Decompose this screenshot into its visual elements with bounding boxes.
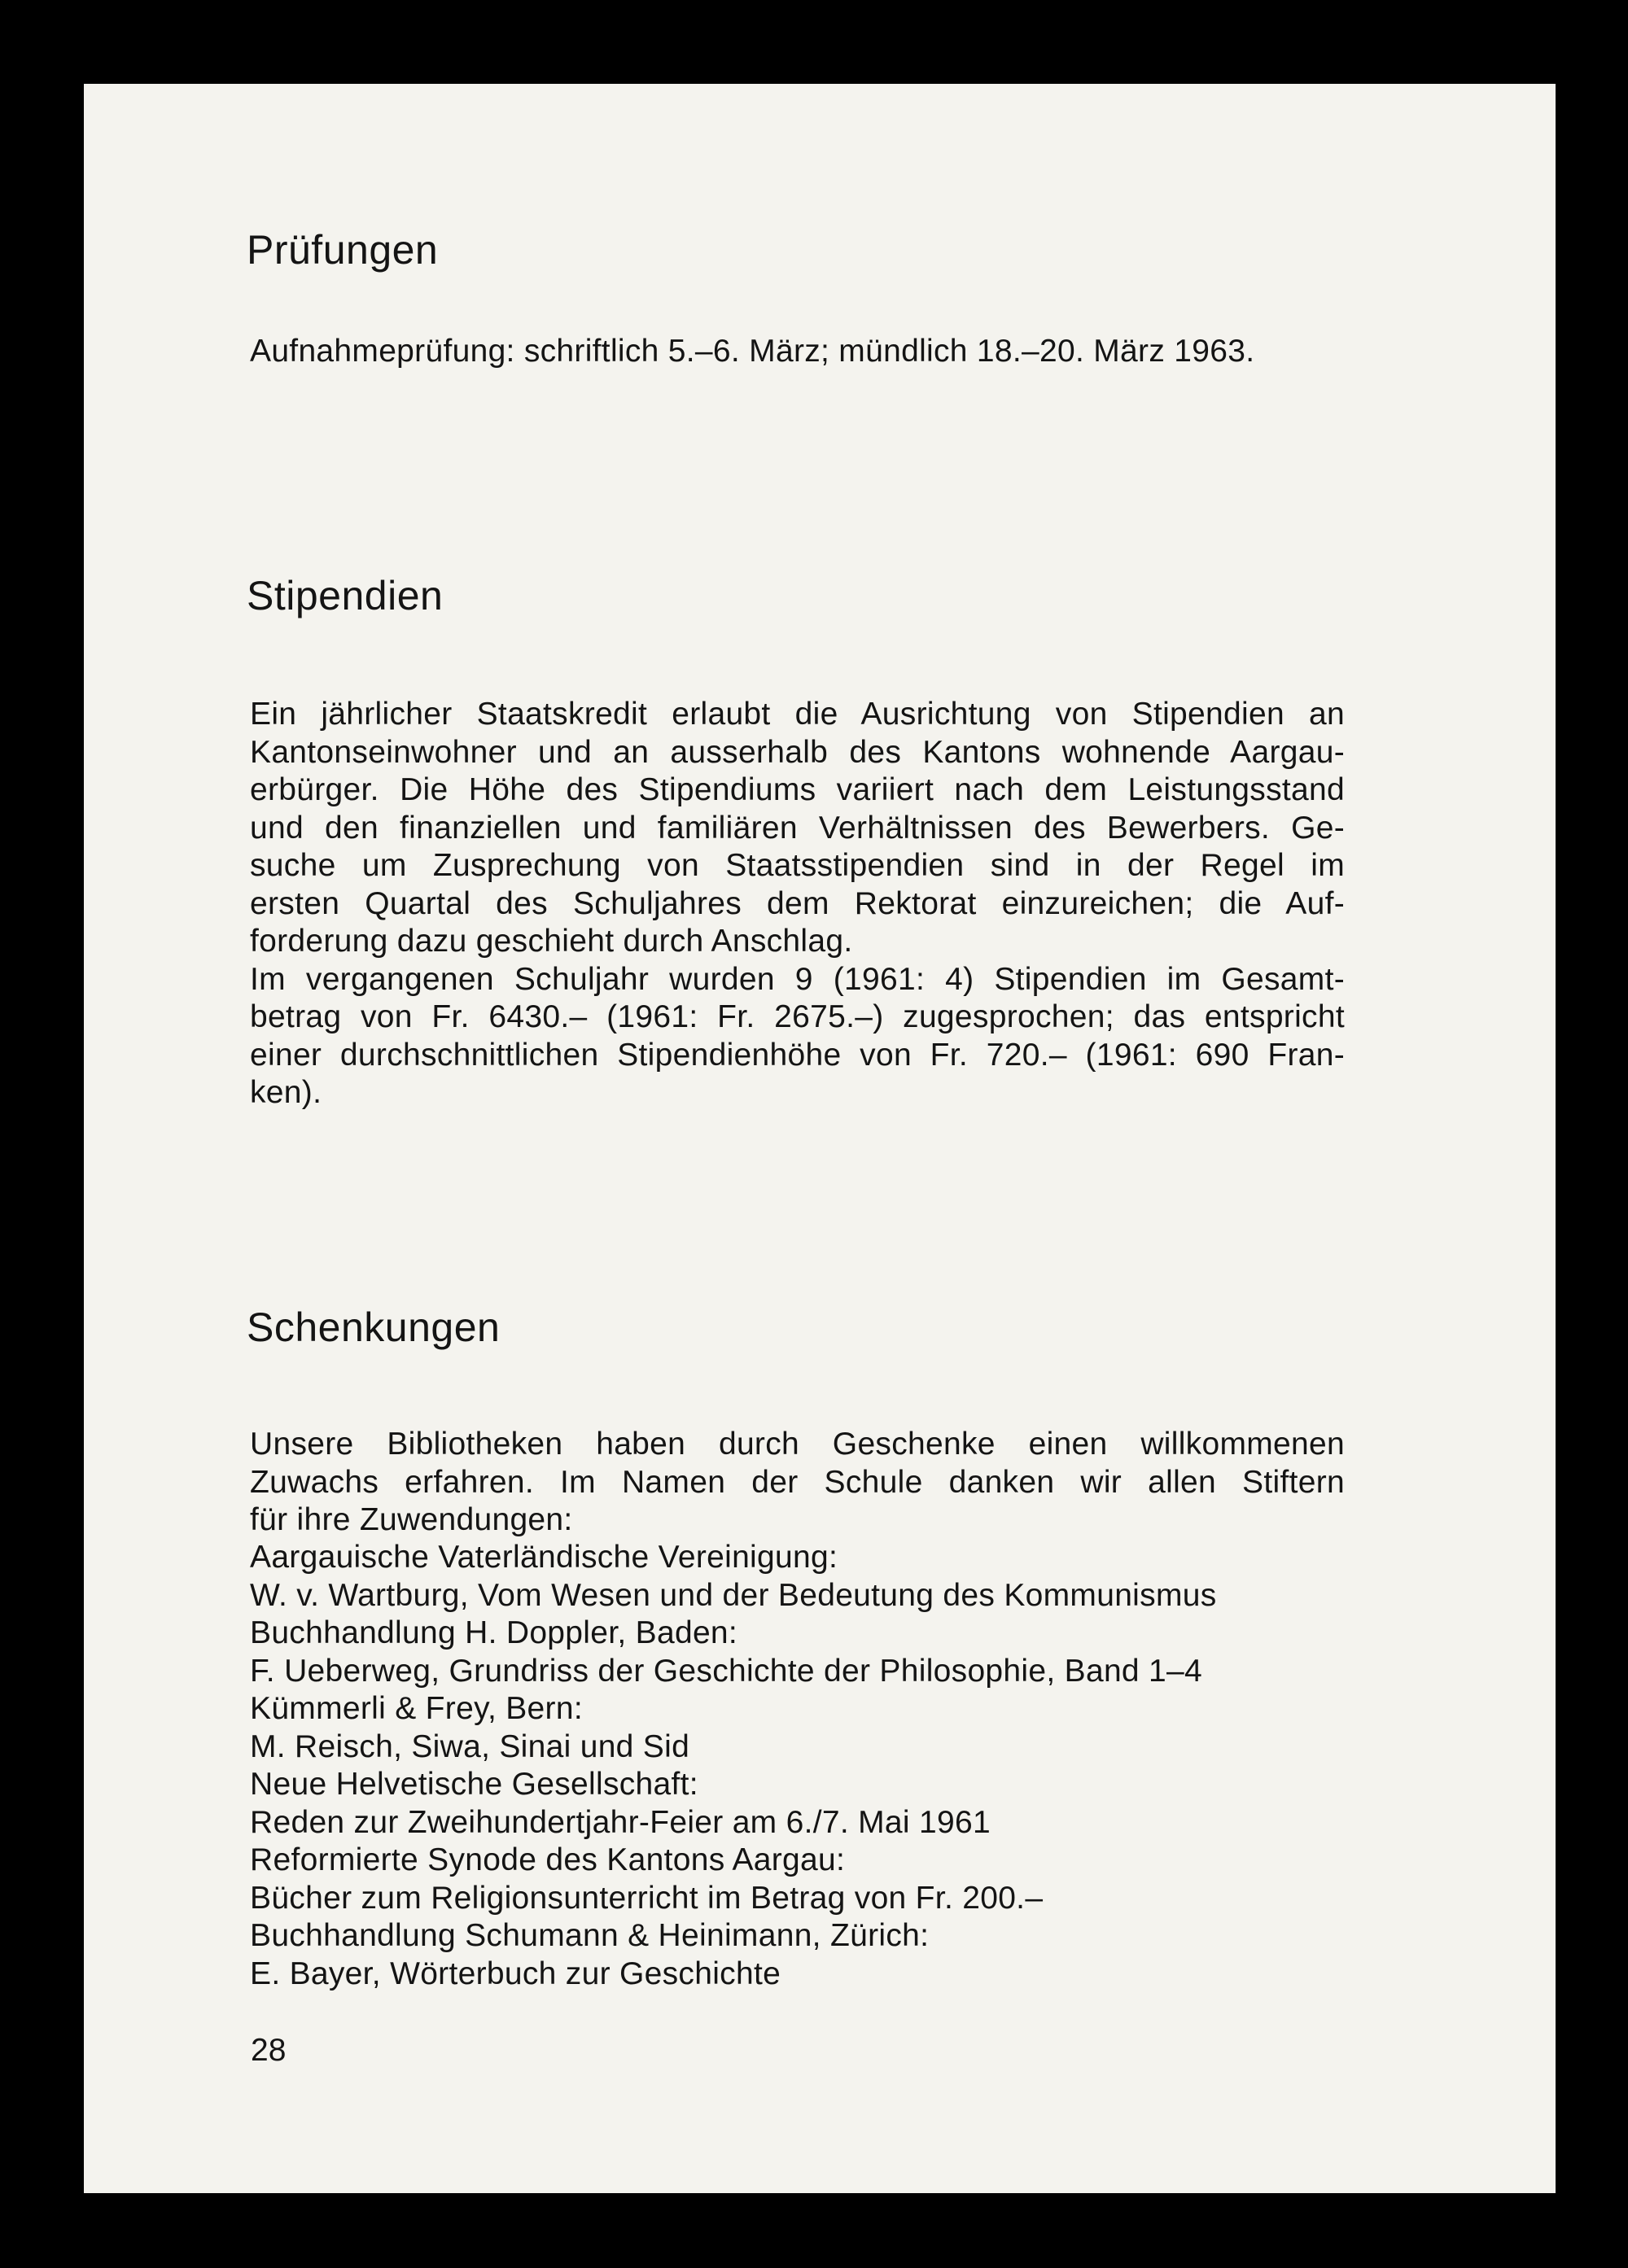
text-line: für ihre Zuwendungen: xyxy=(250,1502,573,1537)
donated-item: M. Reisch, Siwa, Sinai und Sid xyxy=(250,1728,690,1764)
donor: Buchhandlung Schumann & Heinimann, Zürich: xyxy=(250,1918,930,1953)
text-line: betrag von Fr. 6430.– (1961: Fr. 2675.–) zugesprochen; das entspricht xyxy=(250,999,1345,1034)
document-page xyxy=(84,84,1556,2193)
text-line: einer durchschnittlichen Stipendienhöhe von Fr. 720.– (1961: 690 Fran- xyxy=(250,1037,1345,1073)
donor: Aargauische Vaterländische Vereinigung: xyxy=(250,1540,838,1575)
page-number: 28 xyxy=(251,2033,287,2068)
stipendien-paragraph xyxy=(250,696,1345,1112)
text-line: Kantonseinwohner und an ausserhalb des Kantons wohnende Aargau- xyxy=(250,734,1345,770)
donated-item: F. Ueberweg, Grundriss der Geschichte der Philosophie, Band 1–4 xyxy=(250,1653,1203,1689)
donation-list xyxy=(250,1539,1217,1993)
donated-item: W. v. Wartburg, Vom Wesen und der Bedeutung des Kommunismus xyxy=(250,1577,1217,1613)
text-line: suche um Zusprechung von Staatsstipendien sind in der Regel im xyxy=(250,848,1345,883)
schenkungen-intro xyxy=(250,1426,1345,1540)
text-line: forderung dazu geschieht durch Anschlag. xyxy=(250,924,853,959)
text-line: ken). xyxy=(250,1075,322,1110)
pruefungen-text: Aufnahmeprüfung: schriftlich 5.–6. März; mündlich 18.–20. März 1963. xyxy=(250,334,1255,369)
heading-pruefungen: Prüfungen xyxy=(247,227,439,273)
donated-item: Bücher zum Religionsunterricht im Betrag von Fr. 200.– xyxy=(250,1880,1044,1916)
donor: Kümmerli & Frey, Bern: xyxy=(250,1691,583,1726)
heading-schenkungen: Schenkungen xyxy=(247,1304,501,1350)
donated-item: E. Bayer, Wörterbuch zur Geschichte xyxy=(250,1956,781,1991)
text-line: Unsere Bibliotheken haben durch Geschenke einen willkommenen xyxy=(250,1427,1345,1462)
text-line: erbürger. Die Höhe des Stipendiums variiert nach dem Leistungsstand xyxy=(250,772,1345,807)
donor: Reformierte Synode des Kantons Aargau: xyxy=(250,1842,846,1877)
donated-item: Reden zur Zweihundertjahr-Feier am 6./7. Mai 1961 xyxy=(250,1804,991,1840)
donor: Neue Helvetische Gesellschaft: xyxy=(250,1767,698,1802)
text-line: Zuwachs erfahren. Im Namen der Schule danken wir allen Stiftern xyxy=(250,1464,1345,1500)
text-line: und den finanziellen und familiären Verhältnissen des Bewerbers. Ge- xyxy=(250,810,1345,846)
donor: Buchhandlung H. Doppler, Baden: xyxy=(250,1615,738,1650)
text-line: ersten Quartal des Schuljahres dem Rektorat einzureichen; die Auf- xyxy=(250,885,1345,921)
text-line: Im vergangenen Schuljahr wurden 9 (1961: 4) Stipendien im Gesamt- xyxy=(250,961,1345,997)
heading-stipendien: Stipendien xyxy=(247,573,444,618)
text-line: Ein jährlicher Staatskredit erlaubt die Ausrichtung von Stipendien an xyxy=(250,697,1345,732)
